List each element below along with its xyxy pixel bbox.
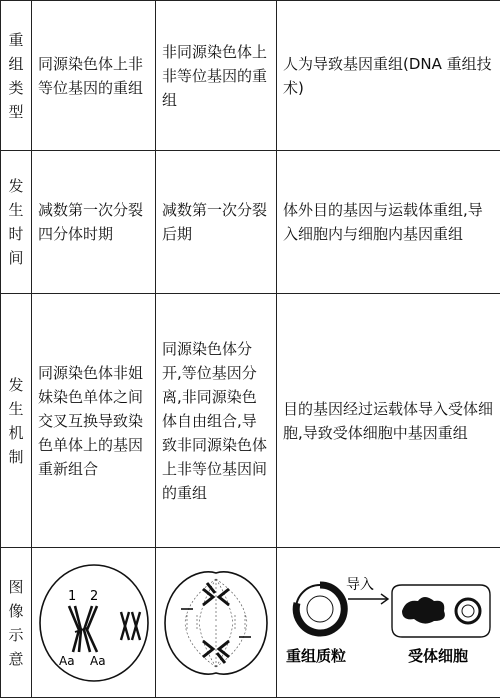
recipient-cell-icon <box>392 585 490 637</box>
crossed-chromosomes-icon <box>69 606 97 652</box>
arrow-right-icon <box>348 594 388 604</box>
chromosome-1-label: 1 <box>68 589 76 604</box>
allele-label-left: Aa <box>59 654 75 668</box>
row-time <box>1 151 500 294</box>
allele-label-right: Aa <box>90 654 106 668</box>
plasmid-icon <box>296 584 344 632</box>
row-header-mechanism: 发生机制 <box>1 294 32 548</box>
mechanism-homologous-cell: 同源染色体非姐妹染色单体之间交叉互换导致染色单体上的基因重新组合 <box>32 294 156 548</box>
type-nonhomologous-cell: 非同源染色体上非等位基因的重组 <box>156 1 277 151</box>
row-header-type: 重组类型 <box>1 1 32 151</box>
figure-transfer-cell <box>277 548 500 698</box>
mechanism-artificial-cell: 目的基因经过运载体导入受体细胞,导致受体细胞中基因重组 <box>277 294 500 548</box>
row-header-time: 发生时间 <box>1 151 32 294</box>
figure-anaphase-cell <box>156 548 277 698</box>
type-artificial-cell: 人为导致基因重组(DNA 重组技术) <box>277 1 500 151</box>
import-arrow-label: 导入 <box>346 577 374 593</box>
row-mechanism <box>1 294 500 548</box>
figure-crossover-cell <box>32 548 156 698</box>
crossover-diagram <box>35 560 153 685</box>
mechanism-nonhomologous-cell: 同源染色体分开,等位基因分离,非同源染色体自由组合,导致非同源染色体上非等位基因间的重组 <box>156 294 277 548</box>
time-artificial-cell: 体外目的基因与运载体重组,导入细胞内与细胞内基因重组 <box>277 151 500 294</box>
row-header-figure: 图像示意 <box>1 548 32 698</box>
time-homologous-cell: 减数第一次分裂四分体时期 <box>32 151 156 294</box>
time-nonhomologous-cell: 减数第一次分裂后期 <box>156 151 277 294</box>
row-figure <box>1 548 500 698</box>
anaphase-diagram <box>157 559 275 687</box>
plasmid-label: 重组质粒 <box>286 647 346 665</box>
spindle-fibers-icon <box>185 579 247 667</box>
type-homologous-cell: 同源染色体上非等位基因的重组 <box>32 1 156 151</box>
row-type <box>1 1 500 151</box>
small-chromosomes-icon <box>121 612 140 640</box>
chromosome-2-label: 2 <box>90 589 98 604</box>
gene-transfer-diagram <box>284 559 494 687</box>
recipient-cell-label: 受体细胞 <box>408 647 468 665</box>
